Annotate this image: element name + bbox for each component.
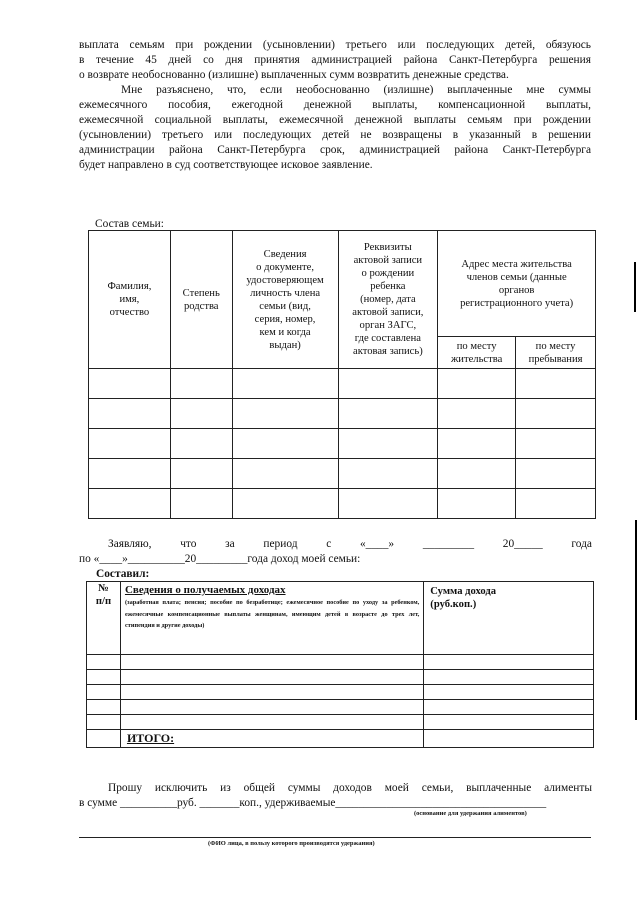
family-row — [89, 399, 596, 429]
family-row — [89, 369, 596, 399]
notice-line: будет направлено в суд соответствующее исковое заявление. — [79, 159, 373, 171]
income-table — [86, 581, 594, 748]
header-stay: по месту пребывания — [516, 337, 596, 369]
header-name: Фамилия, имя, отчество — [89, 231, 171, 369]
header-income-info: Сведения о получаемых доходах (заработная плата; пенсия; пособие по безработице; ежемесячное пособие по уходу за ребенком, ежемесячные компенсационные выплаты женщинам, имеющим детей в возрасте до трех лет, стипендия и другие доходы) — [120, 582, 423, 655]
intro-line: в течение 45 дней со дня принятия администрацией района Санкт-Петербурга решения — [79, 54, 591, 66]
header-document: Сведения о документе, удостоверяющем личность члена семьи (вид, серия, номер, кем и когда выдан) — [232, 231, 338, 369]
signature-line[interactable] — [79, 837, 591, 838]
scan-edge-mark — [635, 520, 637, 720]
alimony-line-1: Прошу исключить из общей суммы доходов моей семьи, выплаченные алименты — [108, 782, 592, 794]
alimony-basis-caption: (основание для удержания алиментов) — [414, 810, 527, 817]
income-row — [87, 700, 594, 715]
family-row — [89, 429, 596, 459]
alimony-line-2: в сумме __________руб. _______коп., удерживаемые_____________________________________ — [79, 797, 547, 809]
header-relation: Степень родства — [170, 231, 232, 369]
income-total-row — [87, 730, 594, 748]
header-birth-record: Реквизиты актовой записи о рождении ребенка (номер, дата актовой записи, орган ЗАГС, где составлена актовая запись) — [338, 231, 438, 369]
header-number: № п/п — [87, 582, 121, 655]
family-row — [89, 489, 596, 519]
intro-line: выплата семьям при рождении (усыновлении) третьего или последующих детей, обязуюсь — [79, 39, 591, 51]
family-title: Состав семьи: — [95, 218, 164, 230]
made-by-label: Составил: — [96, 568, 150, 580]
income-row — [87, 655, 594, 670]
header-address: Адрес места жительства членов семьи (данные органов регистрационного учета) — [438, 231, 596, 337]
notice-line: администрации района Санкт-Петербурга срок, администрацией района Санкт-Петербурга — [79, 144, 591, 156]
notice-line: Мне разъяснено, что, если необоснованно (излишне) выплаченные мне суммы — [121, 84, 591, 96]
family-table — [88, 230, 596, 519]
family-row — [89, 459, 596, 489]
scan-edge-mark — [634, 262, 636, 312]
header-income-sum: Сумма дохода (руб.коп.) — [424, 582, 594, 655]
total-label: ИТОГО: — [120, 730, 423, 748]
notice-paragraph — [79, 83, 591, 173]
notice-line: (усыновлении) третьего или последующих детей не возвращены в указанный в решении — [79, 129, 591, 141]
intro-line: о возврате необоснованно (излишне) выплаченных сумм возвратить денежные средства. — [79, 69, 509, 81]
recipient-caption: (ФИО лица, в пользу которого производятся удержания) — [208, 840, 375, 847]
income-row — [87, 670, 594, 685]
notice-line: ежемесячной социальной выплаты, ежемесячной денежной выплаты семьям при рождении — [79, 114, 591, 126]
income-row — [87, 715, 594, 730]
notice-line: ежемесячного пособия, ежегодной денежной выплаты, компенсационной выплаты, — [79, 99, 591, 111]
header-residence: по месту жительства — [438, 337, 516, 369]
income-row — [87, 685, 594, 700]
intro-paragraph — [79, 38, 591, 83]
declaration-line-2: по «____»__________20_________года доход моей семьи: — [79, 553, 361, 565]
declaration-line-1: Заявляю, что за период с «____» _________ 20_____ года — [108, 538, 592, 550]
